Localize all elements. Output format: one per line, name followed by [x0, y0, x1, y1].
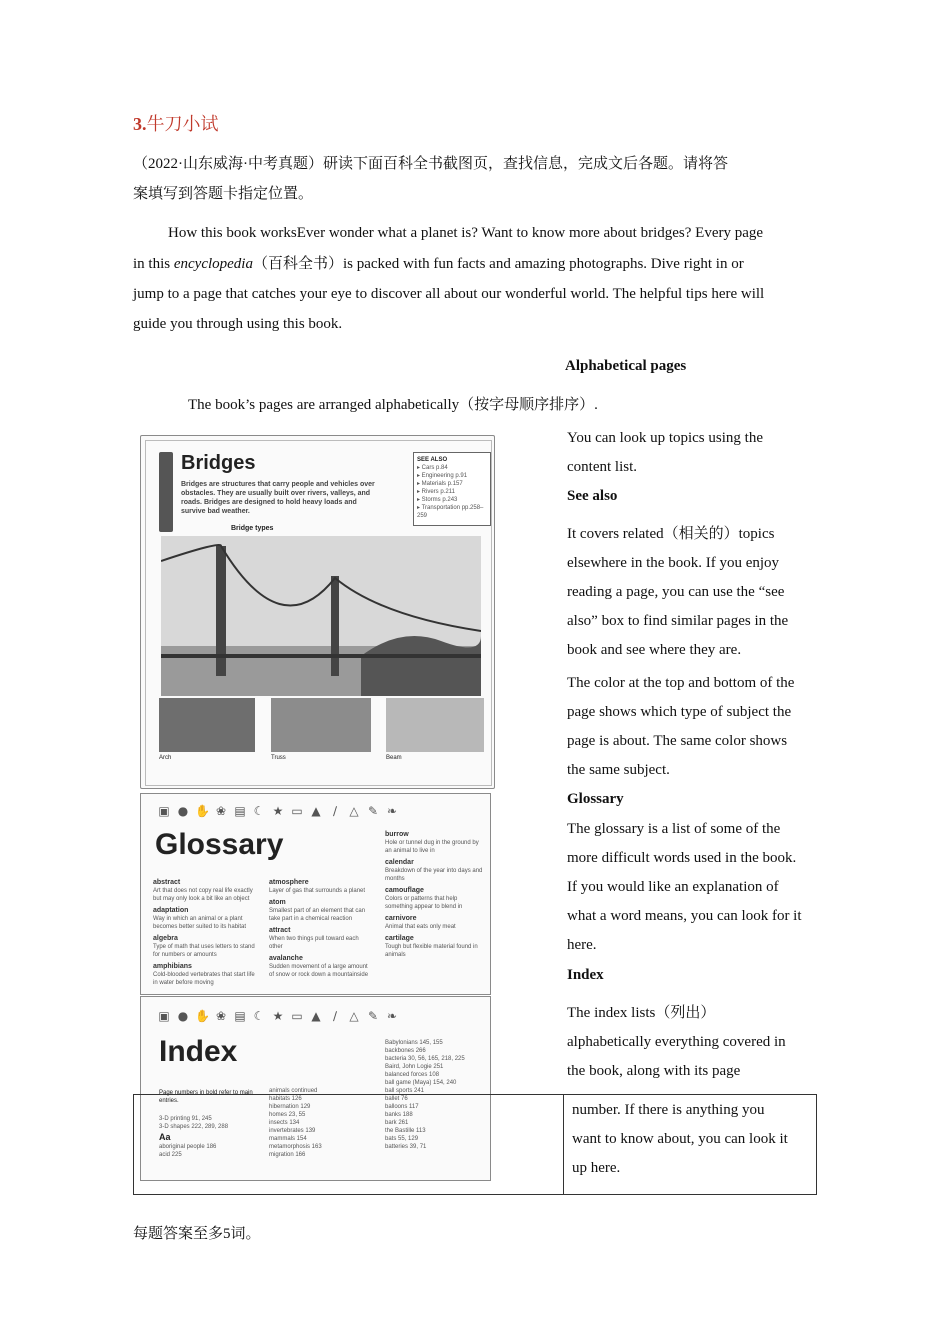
- footer-note: 每题答案至多5词。: [133, 1226, 261, 1242]
- tool-icon: ✎: [367, 1009, 379, 1023]
- see-also-item: ▸ Cars p.84: [417, 465, 448, 471]
- glossary-definition: Cold-blooded vertebrates that start life in water before moving: [153, 972, 255, 986]
- see-also-item: ▸ Transportation pp.258–259: [417, 505, 484, 519]
- glossary-term: abstract: [153, 879, 181, 886]
- paw-icon: ❀: [215, 1009, 227, 1023]
- alpha-line: The book’s pages are arranged alphabetically（按字母顺序排序）.: [188, 397, 598, 413]
- tool-icon: ✎: [367, 804, 379, 818]
- glossary-definition: Smallest part of an element that can take part in a chemical reaction: [269, 908, 366, 922]
- index-entry: ballet 76: [385, 1096, 408, 1102]
- intro-line-2-post: （百科全书）is packed with fun facts and amazing photographs. Dive right in or: [252, 256, 744, 272]
- glossary-definition: Type of math that uses letters to stand for numbers or amounts: [153, 944, 255, 958]
- glossary-definition: When two things pull toward each other: [269, 936, 359, 950]
- glossary-term: burrow: [385, 831, 409, 838]
- glossary-definition: Sudden movement of a large amount of snow or rock down a mountainside: [269, 964, 369, 978]
- see-also-title: SEE ALSO: [417, 457, 448, 463]
- section-heading: [133, 110, 219, 136]
- monitor-icon: ▭: [291, 1009, 303, 1023]
- index-entry: Babylonians 145, 155: [385, 1040, 443, 1046]
- index-entry: batteries 39, 71: [385, 1144, 427, 1150]
- index-entry: 3-D printing 91, 245: [159, 1116, 212, 1122]
- mountain-icon: ▲: [311, 1009, 321, 1023]
- glossary-page-image: [140, 793, 491, 995]
- bridges-side-tab: [159, 452, 173, 532]
- index-entry: mammals 154: [269, 1136, 307, 1142]
- index-entry: acid 225: [159, 1152, 182, 1158]
- glossary-column-1: [153, 878, 257, 990]
- suspension-bridge-photo: [161, 536, 481, 696]
- right-column-line: It covers related（相关的）topics: [567, 526, 775, 542]
- category-icon-row: [157, 802, 404, 820]
- moon-icon: ☾: [253, 1009, 265, 1023]
- index-entry: animals continued: [269, 1088, 318, 1094]
- see-also-item: ▸ Storms p.243: [417, 497, 458, 503]
- table-divider: [563, 1095, 564, 1194]
- brush-icon: ∕: [332, 1009, 338, 1023]
- star-icon: ★: [272, 1009, 284, 1023]
- index-entry: the Bastille 113: [385, 1128, 426, 1134]
- right-column-line: You can look up topics using the: [567, 430, 763, 446]
- index-entry: Baird, John Logie 251: [385, 1064, 444, 1070]
- glossary-definition: Way in which an animal or a plant becomes better suited to its habitat: [153, 916, 247, 930]
- arch-bridge-photo: [159, 698, 255, 752]
- glossary-column-2: [269, 878, 373, 982]
- right-column-line: The color at the top and bottom of the: [567, 675, 795, 691]
- index-note: Page numbers in bold refer to main entries.: [159, 1090, 253, 1104]
- table-cell-line: number. If there is anything you: [572, 1102, 765, 1118]
- glossary-term: calendar: [385, 859, 414, 866]
- monitor-icon: ▭: [291, 804, 303, 818]
- glossary-term: carnivore: [385, 915, 417, 922]
- index-entry: insects 134: [269, 1120, 300, 1126]
- glossary-term: camouflage: [385, 887, 424, 894]
- index-entry: bats 55, 129: [385, 1136, 419, 1142]
- index-entry: aboriginal people 186: [159, 1144, 217, 1150]
- right-column-line: If you would like an explanation of: [567, 879, 779, 895]
- intro-line-1: How this book worksEver wonder what a planet is? Want to know more about bridges? Every page: [168, 225, 764, 241]
- intro-encyclopedia: encyclopedia: [173, 256, 253, 272]
- right-column-line: the same subject.: [567, 762, 670, 778]
- instructions-line-1: （2022·山东威海·中考真题）研读下面百科全书截图页，查找信息，完成文后各题。请将答: [133, 156, 728, 172]
- index-entry: bark 261: [385, 1120, 409, 1126]
- see-also-item: ▸ Materials p.157: [417, 481, 463, 487]
- pyramid-icon: △: [349, 1009, 359, 1023]
- bridge-types-subhead: Bridge types: [231, 525, 274, 532]
- right-column-line: elsewhere in the book. If you enjoy: [567, 555, 780, 571]
- bridges-intro: Bridges are structures that carry people and vehicles over obstacles. They are usually built over rivers, valleys, and roads. Bridges are designed to hold heavy loads and survive bad weather.: [181, 481, 375, 515]
- truss-caption: Truss: [271, 755, 286, 761]
- glossary-term: attract: [269, 927, 291, 934]
- right-column-line: The index lists（列出）: [567, 1005, 716, 1021]
- section-label: Index: [567, 967, 604, 983]
- glossary-term: cartilage: [385, 935, 414, 942]
- index-entry: Aa: [159, 1132, 171, 1142]
- right-column-line: reading a page, you can use the “see: [567, 584, 785, 600]
- paw-icon: ❀: [215, 804, 227, 818]
- index-entry: ball sports 241: [385, 1088, 425, 1094]
- index-entry: backbones 266: [385, 1048, 426, 1054]
- intro-line-4: guide you through using this book.: [133, 316, 343, 332]
- index-entry: invertebrates 139: [269, 1128, 316, 1134]
- see-also-list: [417, 464, 487, 520]
- bridges-title: Bridges: [181, 452, 256, 474]
- index-entry: habitats 126: [269, 1096, 302, 1102]
- alpha-heading: Alphabetical pages: [565, 358, 687, 374]
- right-column-line: alphabetically everything covered in: [567, 1034, 786, 1050]
- see-also-item: ▸ Engineering p.91: [417, 473, 468, 479]
- glossary-definition: Hole or tunnel dug in the ground by an animal to live in: [385, 840, 479, 854]
- hand-icon: ✋: [195, 804, 210, 818]
- see-also-item: ▸ Rivers p.211: [417, 489, 455, 495]
- index-entry: balloons 117: [385, 1104, 419, 1110]
- beam-bridge-photo: [386, 698, 484, 752]
- camera-icon: ▣: [158, 1009, 170, 1023]
- intro-line-2: [133, 249, 744, 279]
- glossary-term: algebra: [153, 935, 178, 942]
- intro-line-2-pre: in this: [133, 256, 174, 272]
- mountain-icon: ▲: [311, 804, 321, 818]
- camera-icon: ▣: [158, 804, 170, 818]
- glossary-term: adaptation: [153, 907, 189, 914]
- glossary-term: atom: [269, 899, 286, 906]
- table-right-cell: [572, 1096, 812, 1183]
- glossary-definition: Layer of gas that surrounds a planet: [269, 888, 366, 894]
- layout-table: [133, 1094, 817, 1195]
- beam-caption: Beam: [386, 755, 402, 761]
- table-cell-line: up here.: [572, 1160, 621, 1176]
- glossary-column-3: [385, 830, 485, 962]
- index-entry: migration 166: [269, 1152, 306, 1158]
- pyramid-icon: △: [349, 804, 359, 818]
- bridges-page-image: [140, 435, 495, 789]
- glossary-definition: Animal that eats only meat: [385, 924, 456, 930]
- right-column-line: here.: [567, 937, 597, 953]
- glossary-term: avalanche: [269, 955, 303, 962]
- right-column-line: more difficult words used in the book.: [567, 850, 797, 866]
- glossary-definition: Art that does not copy real life exactly but may only look a bit like an object: [153, 888, 253, 902]
- section-label: Glossary: [567, 791, 624, 807]
- see-also-box: [413, 452, 491, 526]
- index-icon-row: [157, 1007, 404, 1025]
- index-entry: ball game (Maya) 154, 240: [385, 1080, 457, 1086]
- glossary-term: atmosphere: [269, 879, 309, 886]
- leaf-icon: ❧: [386, 804, 398, 818]
- index-entry: banks 188: [385, 1112, 413, 1118]
- right-column-line: the book, along with its page: [567, 1063, 741, 1079]
- glossary-title: Glossary: [155, 828, 284, 861]
- right-column-line: book and see where they are.: [567, 642, 742, 658]
- drop-icon: ●: [177, 1009, 189, 1023]
- truss-bridge-photo: [271, 698, 371, 752]
- brush-icon: ∕: [332, 804, 338, 818]
- intro-line-3: jump to a page that catches your eye to discover all about our wonderful world. The helpful tips here will: [133, 286, 765, 302]
- leaf-icon: ❧: [386, 1009, 398, 1023]
- right-column-line: also” box to find similar pages in the: [567, 613, 789, 629]
- section-title: 牛刀小试: [146, 114, 219, 134]
- star-icon: ★: [272, 804, 284, 818]
- right-column-line: what a word means, you can look for it: [567, 908, 802, 924]
- instructions-line-2: 案填写到答题卡指定位置。: [133, 186, 314, 202]
- right-column-line: page is about. The same color shows: [567, 733, 788, 749]
- right-column-line: page shows which type of subject the: [567, 704, 792, 720]
- glossary-definition: Breakdown of the year into days and months: [385, 868, 483, 882]
- index-entry: metamorphosis 163: [269, 1144, 322, 1150]
- hand-icon: ✋: [195, 1009, 210, 1023]
- right-column-line: content list.: [567, 459, 637, 475]
- drop-icon: ●: [177, 804, 189, 818]
- index-entry: balanced forces 108: [385, 1072, 440, 1078]
- right-column-line: The glossary is a list of some of the: [567, 821, 781, 837]
- index-entry: homes 23, 55: [269, 1112, 306, 1118]
- section-number: 3.: [133, 114, 147, 134]
- glossary-term: amphibians: [153, 963, 192, 970]
- section-label: See also: [567, 488, 618, 504]
- glossary-definition: Colors or patterns that help something appear to blend in: [385, 896, 463, 910]
- glossary-definition: Tough but flexible material found in animals: [385, 944, 478, 958]
- index-entry: hibernation 129: [269, 1104, 311, 1110]
- index-title: Index: [159, 1035, 238, 1068]
- table-cell-line: want to know about, you can look it: [572, 1131, 788, 1147]
- book-icon: ▤: [234, 1009, 246, 1023]
- index-entry: 3-D shapes 222, 289, 288: [159, 1124, 229, 1130]
- moon-icon: ☾: [253, 804, 265, 818]
- arch-caption: Arch: [159, 755, 172, 761]
- book-icon: ▤: [234, 804, 246, 818]
- index-entry: bacteria 30, 56, 165, 218, 225: [385, 1056, 465, 1062]
